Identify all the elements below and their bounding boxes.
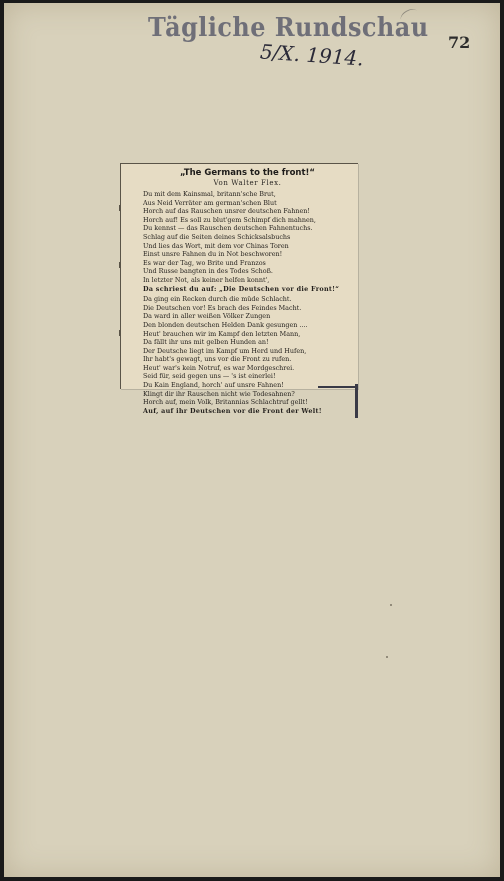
poem-line: Aus Neid Verräter am german'schen Blut: [143, 198, 277, 207]
poem-line: Seid für, seid gegen uns — 's ist einerlei!: [143, 372, 276, 381]
column-rule-tick: [119, 205, 120, 211]
poem-line: Es war der Tag, wo Brite und Franzos: [143, 258, 266, 267]
poem-line: Der Deutsche liegt im Kampf um Herd und Hufen,: [143, 346, 307, 355]
poem-line: Da schriest du auf: „Die Deutschen vor die Front!“: [143, 284, 340, 293]
poem-line: Die Deutschen vor! Es brach des Feindes Macht.: [143, 303, 302, 312]
stanza-2: [143, 295, 352, 415]
column-rule-tick: [119, 330, 120, 336]
newspaper-clipping: [120, 163, 358, 415]
poem-line: Da ward in aller weißen Völker Zungen: [143, 312, 271, 321]
column-rule-tick: [119, 262, 120, 268]
clipping-border-mark: [355, 384, 358, 418]
handwritten-date: 5/X. 1914.: [259, 39, 365, 71]
archive-sheet: [4, 3, 500, 877]
paper-speck: [390, 604, 392, 606]
poem-line: Heut' brauchen wir im Kampf den letzten Mann,: [143, 329, 301, 338]
poem-line: Horch auf, mein Volk, Britannias Schlachtruf gellt!: [143, 398, 308, 407]
poem-line: Da ging ein Recken durch die müde Schlacht.: [143, 295, 292, 304]
poem-line: Horch auf! Es soll zu blut'gem Schimpf dich mahnen,: [143, 215, 316, 224]
poem-line: Horch auf das Rauschen unsrer deutschen Fahnen!: [143, 207, 310, 216]
poem-line: Und lies das Wort, mit dem vor Chinas Toren: [143, 241, 289, 250]
poem-title: „The Germans to the front!“: [179, 168, 316, 178]
poem-line: Auf, auf ihr Deutschen vor die Front der Welt!: [143, 406, 322, 415]
poem-line: Da fällt ihr uns mit gelben Hunden an!: [143, 338, 269, 347]
poem-line: Du kennst — das Rauschen deutschen Fahnentuchs.: [143, 224, 313, 233]
stanza-1: [143, 190, 352, 293]
masthead-stamp: Tägliche Rundschau: [148, 13, 429, 43]
poem-line: In letzter Not, als keiner helfen konnt',: [143, 275, 270, 284]
poem-line: Heut' war's kein Notruf, es war Mordgeschrei.: [143, 363, 295, 372]
poem-author: Von Walter Flex.: [213, 179, 282, 187]
poem-line: Schlag auf die Seiten deines Schicksalsbuchs: [143, 232, 291, 241]
poem-line: Den blonden deutschen Helden Dank gesungen ....: [143, 320, 308, 329]
poem-line: Du Kain England, horch' auf unsre Fahnen!: [143, 381, 284, 390]
poem-line: Klingt dir ihr Rauschen nicht wie Todesahnen?: [143, 389, 295, 398]
folio-number: 72: [448, 33, 471, 52]
poem-line: Du mit dem Kainsmal, britann'sche Brut,: [143, 190, 276, 198]
poem-line: Und Russe bangten in des Todes Schoß.: [143, 267, 273, 276]
paper-speck: [386, 656, 388, 658]
clipping-border-mark: [318, 386, 358, 388]
poem-line: Einst unsre Fahnen du in Not beschworen!: [143, 250, 283, 259]
poem-line: Ihr habt's gewagt, uns vor die Front zu rufen.: [143, 355, 292, 364]
